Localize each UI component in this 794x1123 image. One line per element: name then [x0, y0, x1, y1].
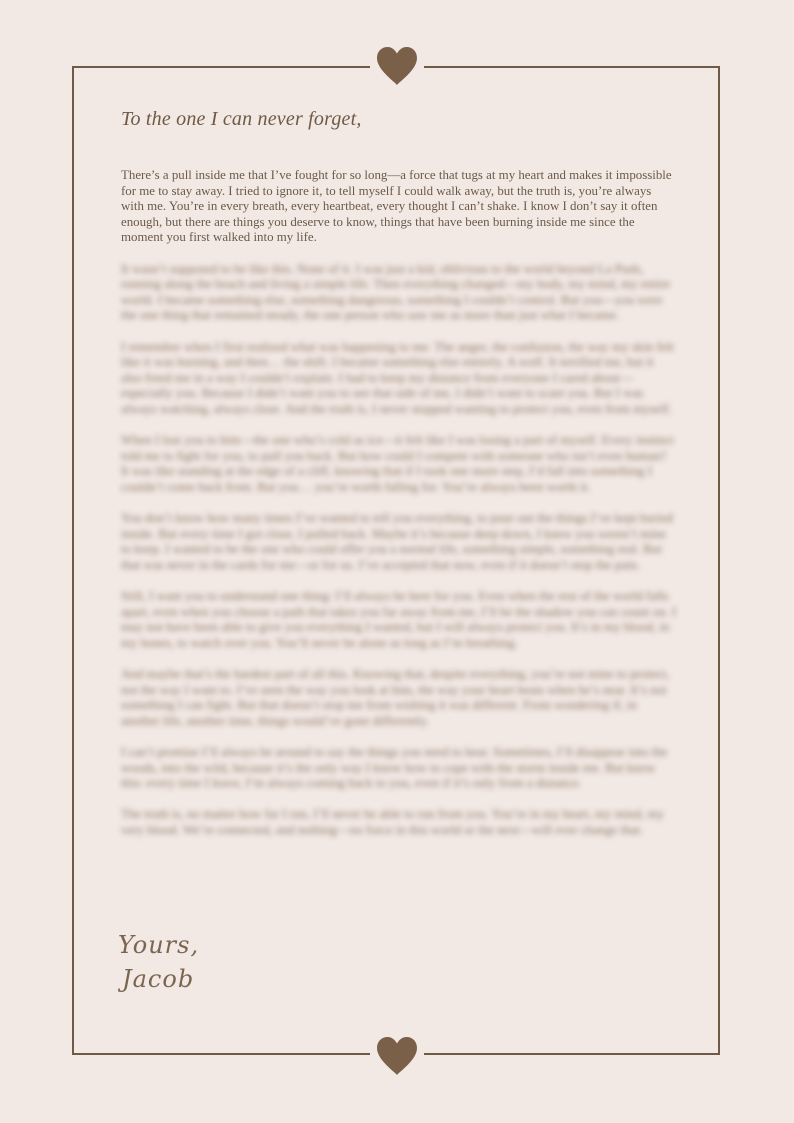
bottom-heart-icon [375, 1036, 419, 1076]
letter-salutation: To the one I can never forget, [121, 108, 362, 130]
body-paragraph: The truth is, no matter how far I run, I’ll never be able to run from you. You’re in my heart, my mind, my very blood. We’re connected, and nothing—no force in this world or the next—will ever change that. [121, 807, 665, 837]
body-paragraph: And maybe that’s the hardest part of all this. Knowing that, despite everything, you’re not mine to protect, not the way I want to. I’ve seen the way you look at him, the way your heart beats when he’s near. It’s not something I can fight. But that doesn’t stop me from wishing it was different. From wondering if, in another life, another time, things would’ve gone differently. [121, 667, 670, 728]
closing-text: Yours, [118, 931, 200, 959]
body-paragraph: When I lost you to him—the one who’s cold as ice—it felt like I was losing a part of myself. Every instinct told me to fight for you, to pull you back. But how could I compete with someone who isn’t even human? It was like standing at the edge of a cliff, knowing that if I took one more step, I’d fall into something I couldn’t come back from. But you… you’re worth falling for. You’re always been worth it. [121, 433, 674, 494]
intro-paragraph: There’s a pull inside me that I’ve fought for so long—a force that tugs at my heart and makes it impossible for me to stay away. I tried to ignore it, to tell myself I could walk away, but the truth is, you’re always with me. You’re in every breath, every heartbeat, every thought I can’t shake. I know I don’t say it often enough, but there are things you deserve to know, things that have been burning inside me since the moment you first walked into my life. [121, 168, 672, 245]
body-paragraph: You don’t know how many times I’ve wanted to tell you everything, to pour out the things I’ve kept buried inside. But every time I got close, I pulled back. Maybe it’s because deep down, I knew you weren’t mine to keep. I wanted to be the one who could offer you a normal life, something simple, something real. But that was never in the cards for me—or for us. I’ve accepted that now, even if it doesn’t stop the pain. [121, 511, 673, 572]
letter-body [121, 168, 677, 854]
signature-block [118, 928, 199, 996]
top-heart-icon [375, 46, 419, 86]
body-paragraph: Still, I want you to understand one thing: I’ll always be here for you. Even when the rest of the world falls apart, even when you choose a path that takes you far away from me, I’ll be the shadow you can count on. I may not have been able to give you everything I wanted, but I will always protect you. It’s in my blood, in my bones, to watch over you. You’ll never be alone as long as I’m breathing. [121, 589, 677, 650]
body-paragraph: It wasn’t supposed to be like this. None of it. I was just a kid, oblivious to the world beyond La Push, running along the beach and living a simple life. Then everything changed—my body, my mind, my entire world. I became something else, something dangerous, something I couldn’t control. But you—you were the one thing that remained steady, the one person who saw me as more than just what I became. [121, 261, 671, 323]
body-paragraph: I remember when I first realized what was happening to me. The anger, the confusion, the way my skin felt like it was burning, and then… the shift. I became something else entirely. A wolf. It terrified me, but it also freed me in a way I couldn’t explain. I had to keep my distance from everyone I cared about—especially you. Because I didn’t want you to see that side of me, I didn’t want to scare you. But I was always watching, always close. And the truth is, I never stopped wanting to protect you, even from myself. [121, 339, 674, 416]
signature-name: Jacob [122, 965, 195, 993]
body-paragraph: I can’t promise I’ll always be around to say the things you need to hear. Sometimes, I’ll disappear into the woods, into the wild, because it’s the only way I know how to cope with the storm inside me. But know this: every time I leave, I’m always coming back to you, even if it’s only from a distance. [121, 744, 668, 791]
